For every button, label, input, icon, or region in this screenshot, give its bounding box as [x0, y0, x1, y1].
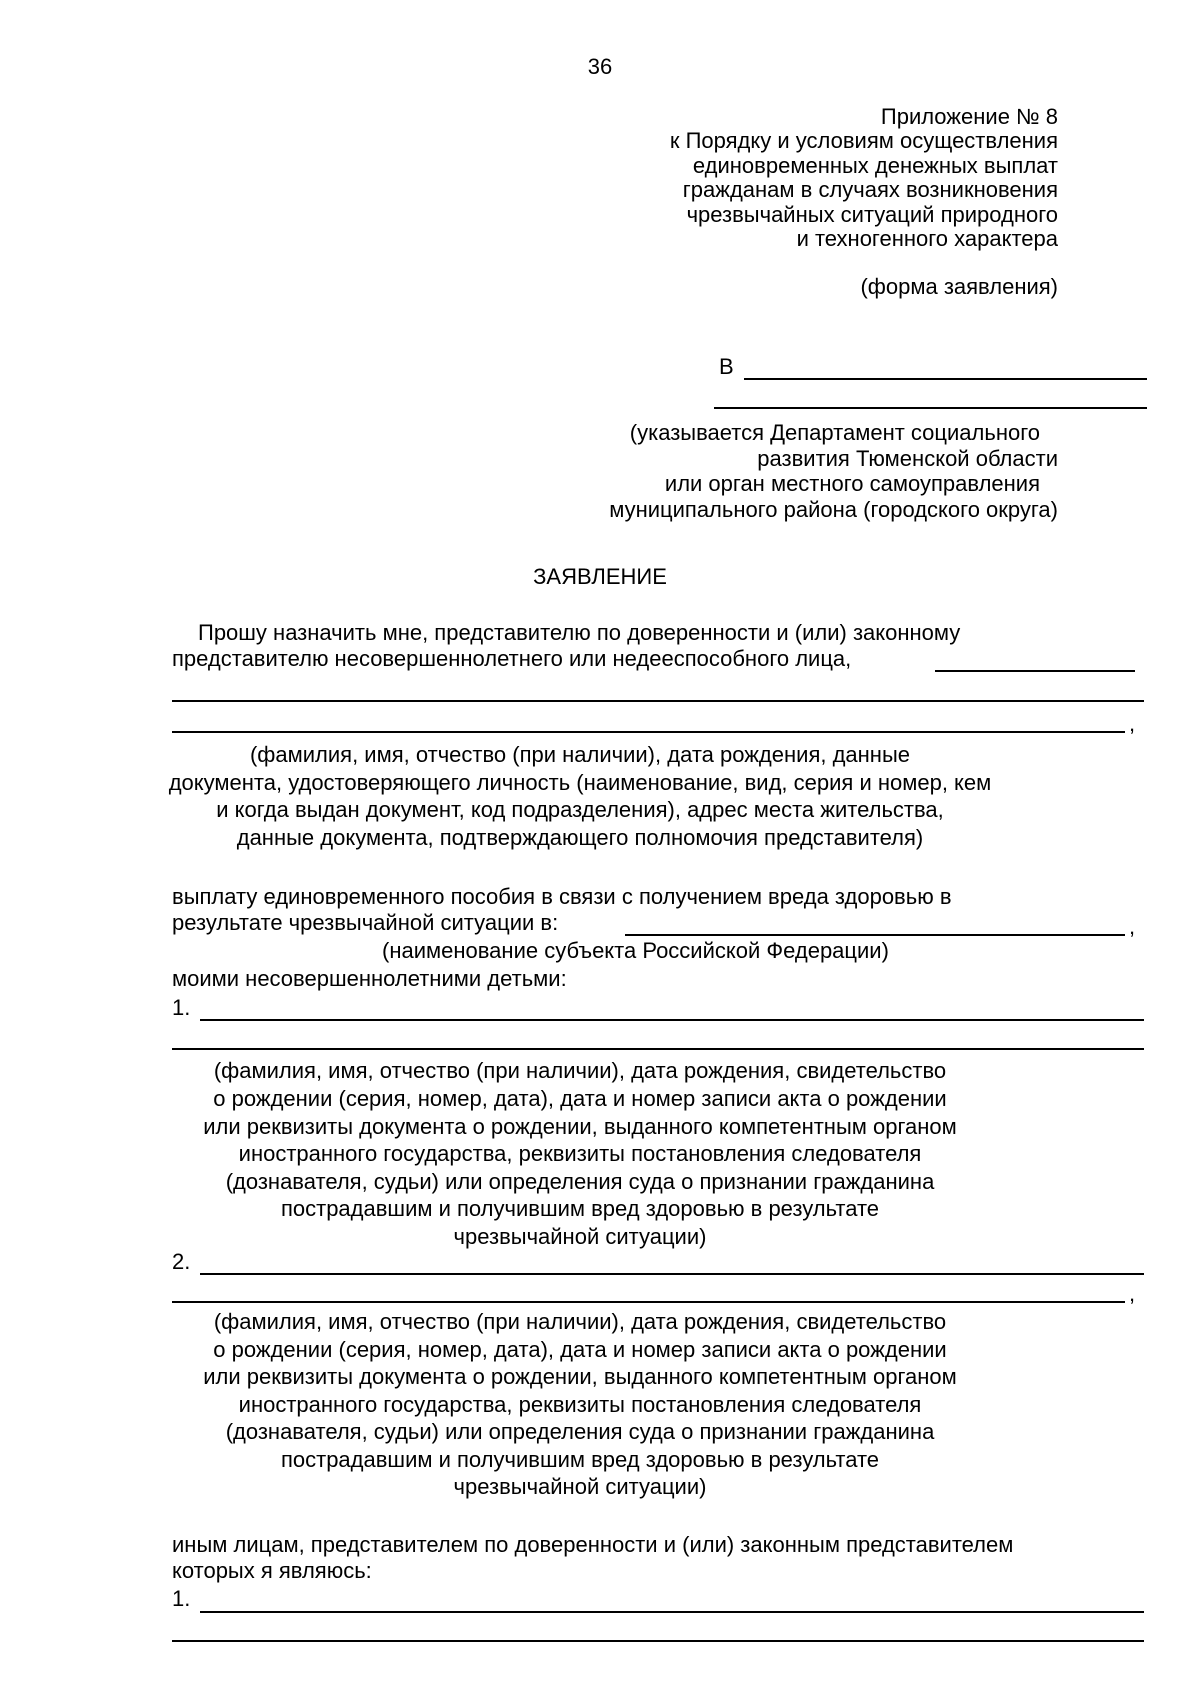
comma-2: ,	[1129, 914, 1136, 939]
person-hint-4: данные документа, подтверждающего полномочия представителя)	[236, 825, 924, 850]
child-2-hint-6: пострадавшим и получившим вред здоровью в результате	[280, 1447, 880, 1472]
child-1-field-line-2[interactable]	[172, 1048, 1144, 1050]
addressee-hint-4: муниципального района (городского округа)	[609, 497, 1058, 522]
child-1-hint-4: иностранного государства, реквизиты постановления следователя	[238, 1141, 922, 1166]
child-1-hint-6: пострадавшим и получившим вред здоровью в результате	[280, 1196, 880, 1221]
person-hint-3: и когда выдан документ, код подразделения), адрес места жительства,	[216, 797, 944, 822]
child-1-hint-3: или реквизиты документа о рождении, выданного компетентным органом	[203, 1114, 957, 1139]
intro-line-1: Прошу назначить мне, представителю по доверенности и (или) законному	[198, 620, 961, 645]
applicant-field-line-3[interactable]	[172, 731, 1125, 733]
child-2-hint-2: о рождении (серия, номер, дата), дата и номер записи акта о рождении	[213, 1337, 947, 1362]
addressee-hint-2: развития Тюменской области	[757, 446, 1058, 471]
child-2-hint-5: (дознавателя, судьи) или определения суда о признании гражданина	[225, 1419, 935, 1444]
applicant-field-line-2[interactable]	[172, 700, 1144, 702]
intro-line-2: представителю несовершеннолетнего или недееспособного лица,	[172, 646, 852, 671]
other-1-number: 1.	[172, 1586, 191, 1611]
form-note: (форма заявления)	[860, 274, 1058, 299]
document-title: ЗАЯВЛЕНИЕ	[533, 564, 667, 589]
child-1-hint-2: о рождении (серия, номер, дата), дата и номер записи акта о рождении	[213, 1086, 947, 1111]
appendix-line-4: гражданам в случаях возникновения	[682, 177, 1058, 202]
addressee-prefix: В	[719, 354, 734, 379]
addressee-field-line-2[interactable]	[714, 407, 1147, 409]
child-2-field-line-2[interactable]	[172, 1301, 1125, 1303]
subject-field-line[interactable]	[625, 934, 1125, 936]
appendix-line-5: чрезвычайных ситуаций природного	[686, 202, 1058, 227]
appendix-line-6: и техногенного характера	[796, 226, 1058, 251]
comma-1: ,	[1129, 711, 1136, 736]
child-2-hint-1: (фамилия, имя, отчество (при наличии), дата рождения, свидетельство	[213, 1309, 947, 1334]
applicant-field-line-1[interactable]	[935, 670, 1135, 672]
child-2-hint-4: иностранного государства, реквизиты постановления следователя	[238, 1392, 922, 1417]
children-label: моими несовершеннолетними детьми:	[172, 966, 567, 991]
person-hint-1: (фамилия, имя, отчество (при наличии), дата рождения, данные	[249, 742, 911, 767]
payment-line-1: выплату единовременного пособия в связи с получением вреда здоровью в	[172, 884, 952, 909]
other-1-field-line-1[interactable]	[200, 1611, 1144, 1613]
payment-line-2: результате чрезвычайной ситуации в:	[172, 910, 559, 935]
person-hint-2: документа, удостоверяющего личность (наименование, вид, серия и номер, кем	[168, 770, 992, 795]
other-1-field-line-2[interactable]	[172, 1640, 1144, 1642]
child-2-number: 2.	[172, 1249, 191, 1274]
subject-hint: (наименование субъекта Российской Федерации)	[382, 938, 889, 963]
appendix-line-1: Приложение № 8	[880, 104, 1058, 129]
addressee-hint-1: (указывается Департамент социального	[629, 420, 1040, 445]
comma-3: ,	[1129, 1281, 1136, 1306]
child-2-hint-3: или реквизиты документа о рождении, выданного компетентным органом	[203, 1364, 957, 1389]
child-2-hint-7: чрезвычайной ситуации)	[453, 1474, 707, 1499]
child-2-field-line-1[interactable]	[200, 1273, 1144, 1275]
child-1-field-line-1[interactable]	[200, 1019, 1144, 1021]
child-1-number: 1.	[172, 995, 191, 1020]
addressee-field-line-1[interactable]	[744, 378, 1147, 380]
appendix-line-2: к Порядку и условиям осуществления	[669, 128, 1058, 153]
child-1-hint-5: (дознавателя, судьи) или определения суда о признании гражданина	[225, 1169, 935, 1194]
child-1-hint-7: чрезвычайной ситуации)	[453, 1224, 707, 1249]
others-line-1: иным лицам, представителем по доверенности и (или) законным представителем	[172, 1532, 1014, 1557]
others-line-2: которых я являюсь:	[172, 1558, 372, 1583]
appendix-line-3: единовременных денежных выплат	[692, 153, 1058, 178]
child-1-hint-1: (фамилия, имя, отчество (при наличии), дата рождения, свидетельство	[213, 1058, 947, 1083]
addressee-hint-3: или орган местного самоуправления	[664, 471, 1040, 496]
page-number: 36	[587, 54, 613, 79]
